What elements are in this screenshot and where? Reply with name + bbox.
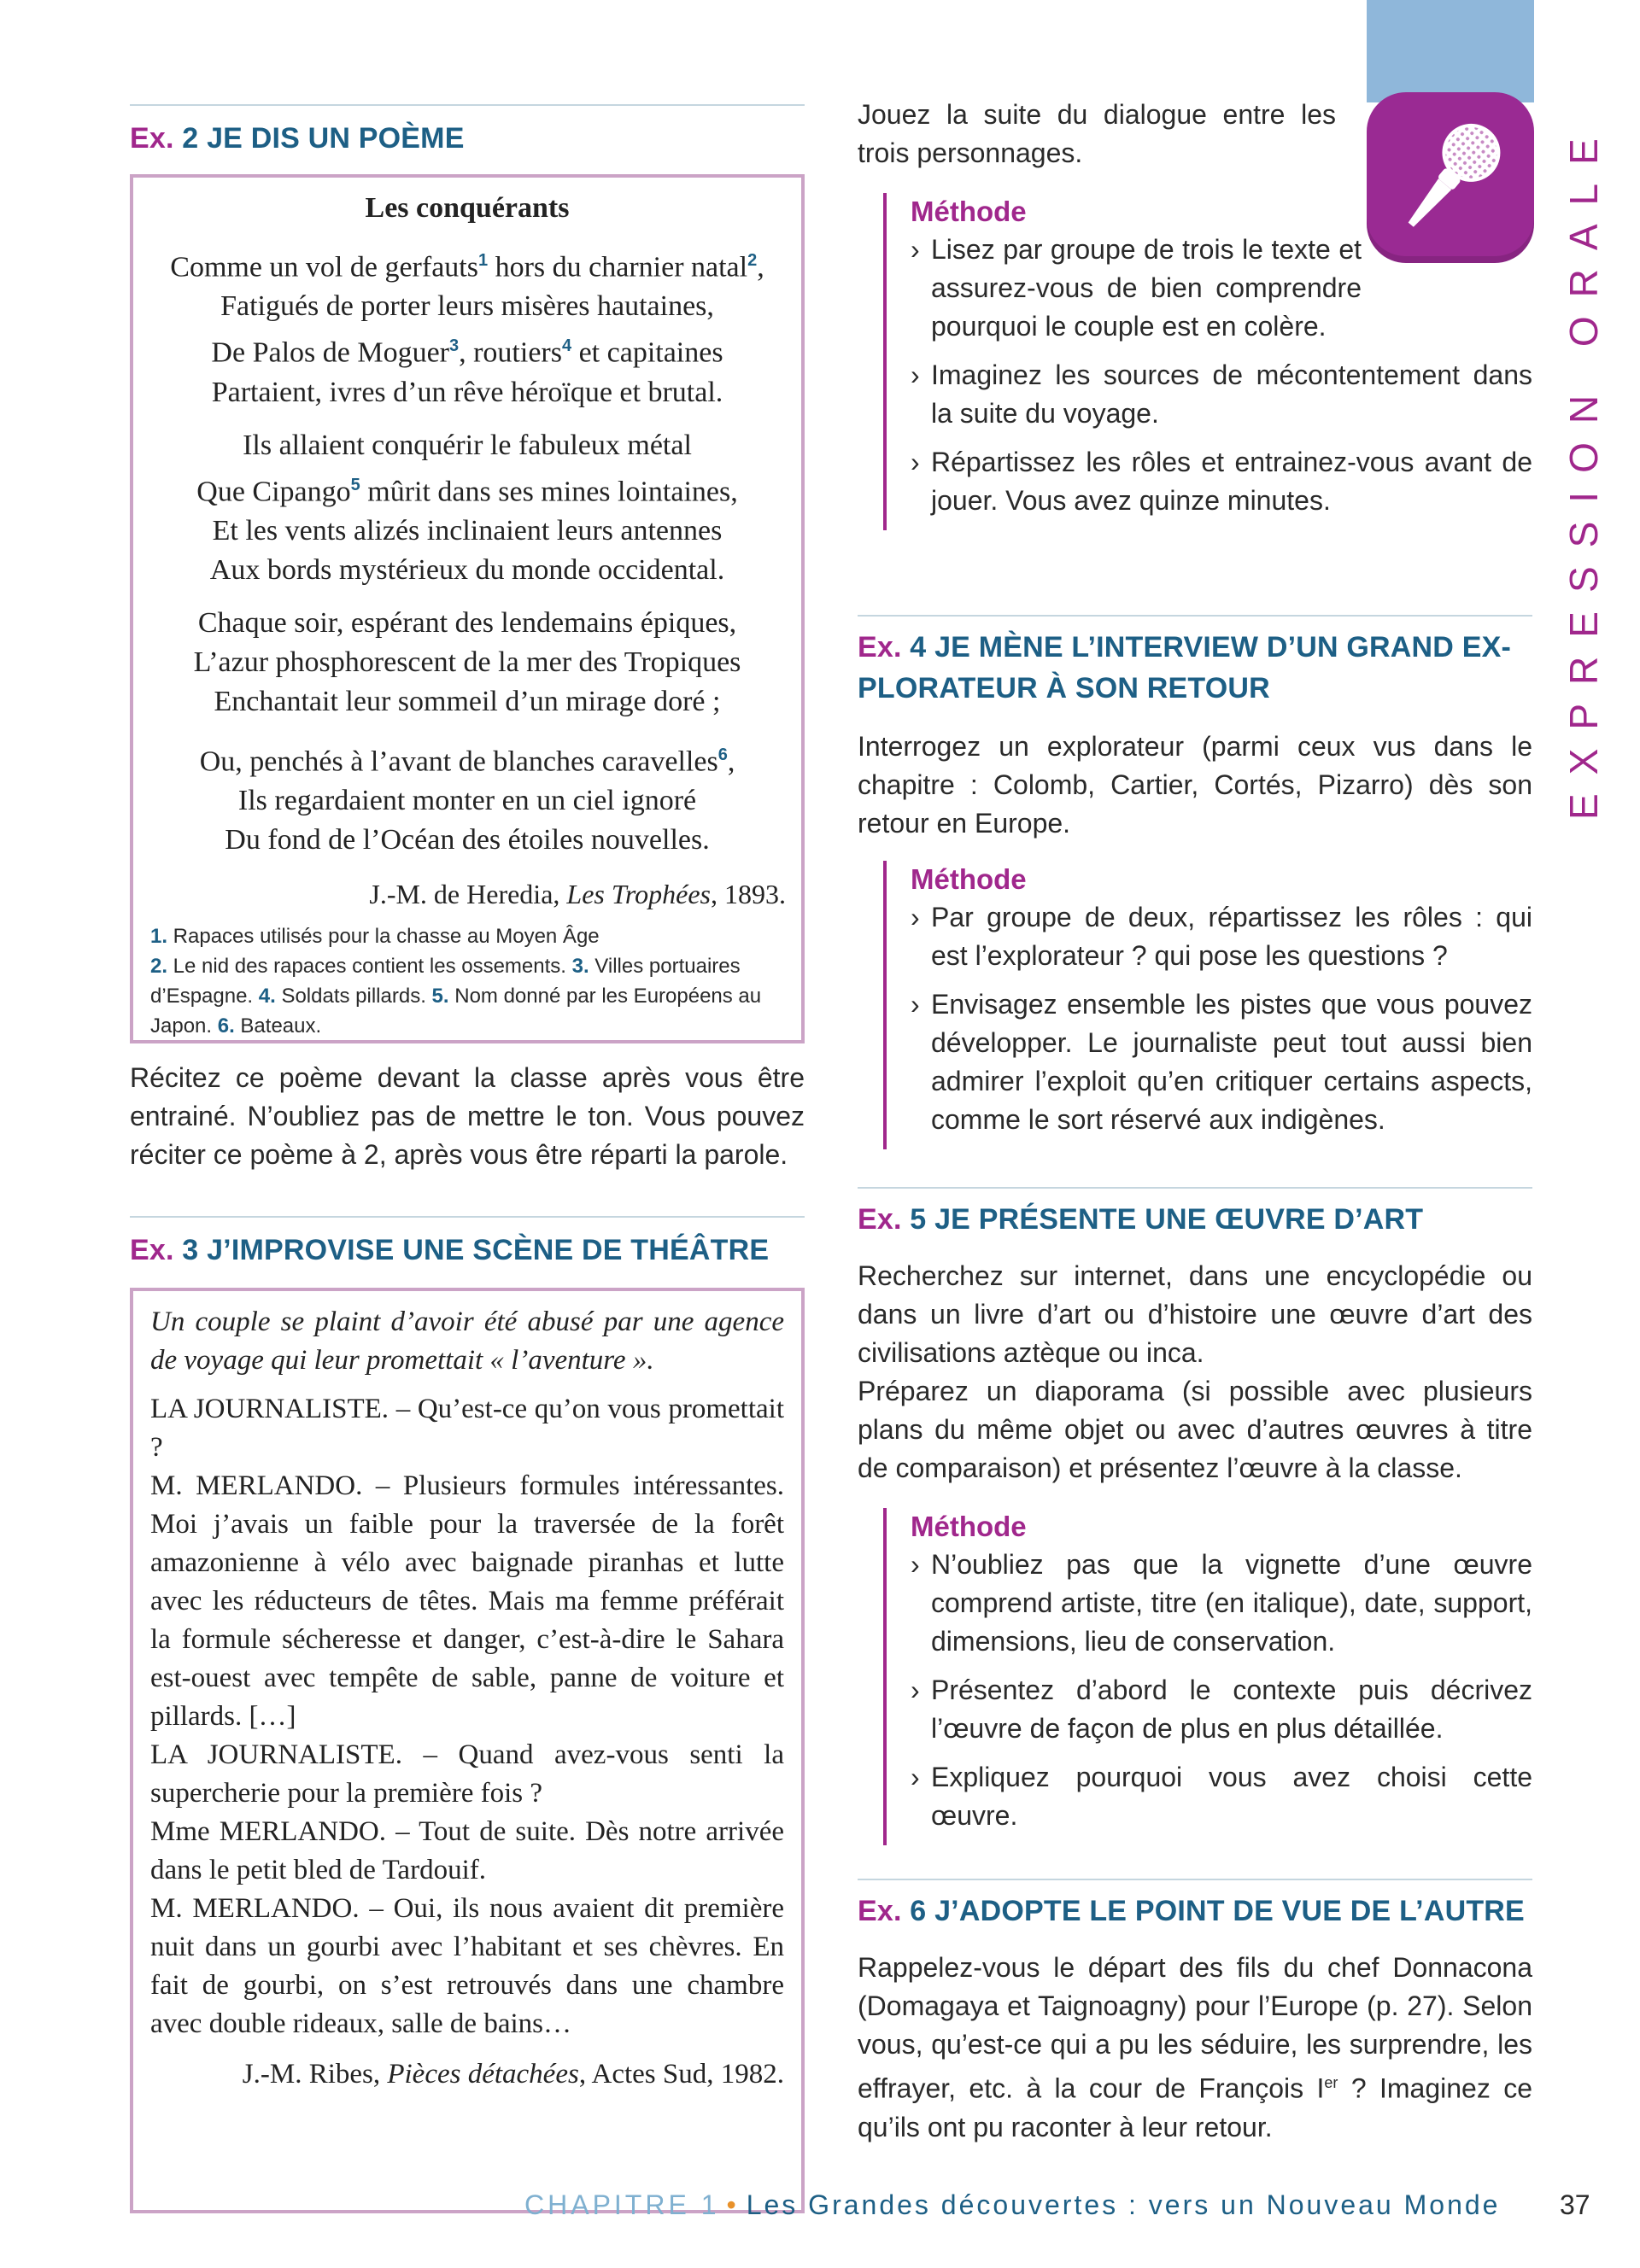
methode-item: › Envisagez ensemble les pistes que vous pouvez développer. Le journaliste peut tout aussi bien admirer l’exploit qu’en critiquer certains aspects, comme le sort réservé aux indigènes.	[911, 985, 1532, 1139]
divider	[130, 1216, 805, 1218]
scene-text	[133, 1291, 801, 2094]
ex-number: 2	[182, 122, 199, 155]
poem-line: Du fond de l’Océan des étoiles nouvelles.	[225, 824, 710, 856]
scene-line: Mme MERLANDO. – Tout de suite. Dès notre arrivée dans le petit bled de Tardouif.	[150, 1816, 784, 1885]
poem-stanza-3	[133, 604, 801, 722]
poem-line: Partaient, ivres d’un rêve héroïque et brutal.	[211, 376, 723, 408]
poem-line: De Palos de Moguer$^3$, routiers$^4$ et capitaines	[211, 336, 723, 369]
ex4-instruction: Interrogez un explorateur (parmi ceux vus dans le chapitre : Colomb, Cartier, Cortés, Pizarro) dès son retour en Europe.	[858, 731, 1532, 839]
arrow-icon: ›	[911, 989, 920, 1020]
scene-line: M. MERLANDO. – Plusieurs formules intéressantes. Moi j’avais un faible pour la traversée de la forêt amazonienne à vélo avec baignade piranhas et lutte avec les réducteurs de têtes. Mais ma femme préférait la formule sécheresse et danger, c’est-à-dire le Sahara est-ouest avec tempête de sable, panne de voiture et pillards. […]	[150, 1470, 784, 1732]
footer-chapter: CHAPITRE 1	[524, 2189, 720, 2220]
ex4-heading	[858, 627, 1511, 709]
microphone-badge	[1367, 92, 1534, 263]
methode-item: › Par groupe de deux, répartissez les rôles : qui est l’explorateur ? qui pose les questions ?	[911, 898, 1532, 975]
arrow-icon: ›	[911, 359, 920, 390]
poem-stanza-2	[133, 426, 801, 590]
methode-item: › Lisez par groupe de trois le texte et assurez-vous de bien comprendre pourquoi le couple est en colère.	[911, 231, 1532, 346]
arrow-icon: ›	[911, 447, 920, 477]
ex6-heading	[858, 1891, 1525, 1932]
poem-line: Comme un vol de gerfauts$^1$ hors du charnier natal$^2$,	[170, 251, 764, 284]
divider	[858, 1879, 1532, 1880]
poem-stanza-1	[133, 241, 801, 412]
methode-item: › Expliquez pourquoi vous avez choisi cette œuvre.	[911, 1758, 1532, 1835]
divider	[858, 615, 1532, 617]
ex-label: Ex.	[858, 631, 902, 663]
sidebar-tab	[1367, 0, 1534, 102]
footer	[524, 2186, 1601, 2224]
footer-title: Les Grandes découvertes : vers un Nouveau Monde	[746, 2189, 1501, 2220]
methode-label: Méthode	[911, 196, 1027, 227]
scene-intro: Un couple se plaint d’avoir été abusé par une agence de voyage qui leur promettait « l’aventure ».	[150, 1306, 784, 1376]
methode-item: › Imaginez les sources de mécontentement dans la suite du voyage.	[911, 356, 1532, 433]
ex5-heading	[858, 1199, 1423, 1240]
poem-line: Enchantait leur sommeil d’un mirage doré ;	[214, 685, 721, 717]
expression-orale-label	[1546, 51, 1623, 837]
divider	[130, 104, 805, 106]
poem-title: Les conquérants	[365, 192, 570, 224]
ex3-instruction: Jouez la suite du dialogue entre les trois personnages.	[858, 99, 1336, 168]
ex-label: Ex.	[858, 1203, 902, 1236]
scene-line: LA JOURNALISTE. – Qu’est-ce qu’on vous promettait ?	[150, 1394, 784, 1463]
arrow-icon: ›	[911, 902, 920, 932]
ex-title-cont: PLORATEUR À SON RETOUR	[858, 672, 1270, 704]
ex-title: JE MÈNE L’INTERVIEW D’UN GRAND EX-	[934, 631, 1511, 663]
ex-number: 5	[910, 1203, 927, 1236]
poem-box	[130, 174, 805, 1043]
poem-stanza-4	[133, 735, 801, 860]
page-number: 37	[1560, 2189, 1590, 2220]
ex-title: JE DIS UN POÈME	[207, 122, 465, 155]
ex3-heading	[130, 1230, 769, 1271]
footer-bullet: •	[726, 2189, 740, 2220]
ex6-text: Rappelez-vous le départ des fils du chef Donnacona (Domagaya et Taignoagny) pour l’Europe (p. 27). Selon vous, qu’est-ce qui a pu les séduire, les surprendre, les effrayer, etc. à la cour de François Ier ? Imaginez ce qu’ils ont pu raconter à leur retour.	[858, 1952, 1533, 2142]
ex5-methode	[883, 1508, 1532, 1845]
methode-item: › Répartissez les rôles et entrainez-vous avant de jouer. Vous avez quinze minutes.	[911, 443, 1532, 520]
methode-item: › Présentez d’abord le contexte puis décrivez l’œuvre de façon de plus en plus détaillée.	[911, 1671, 1532, 1748]
methode-label: Méthode	[911, 863, 1027, 895]
ex2-heading	[130, 118, 465, 159]
ex-number: 6	[910, 1895, 927, 1927]
arrow-icon: ›	[911, 1675, 920, 1705]
poem-line: Fatigués de porter leurs misères hautaines,	[220, 290, 714, 323]
scene-line: M. MERLANDO. – Oui, ils nous avaient dit première nuit dans un gourbi avec l’habitant et ses chèvres. En fait de gourbi, on s’est retrouvés dans une chambre avec double rideaux, salle de bains…	[150, 1893, 784, 2039]
ex-title: JE PRÉSENTE UNE ŒUVRE D’ART	[934, 1203, 1424, 1236]
poem-line: Ou, penchés à l’avant de blanches caravelles$^6$,	[199, 745, 735, 778]
divider	[858, 1187, 1532, 1189]
ex4-methode	[883, 861, 1532, 1149]
ex5-instruction: Recherchez sur internet, dans une encyclopédie ou dans un livre d’art ou d’histoire une œuvre d’art des civilisations aztèque ou inca. Préparez un diaporama (si possible avec plusieurs plans du même objet ou avec d’autres œuvres à titre de comparaison) et présentez l’œuvre à la classe.	[858, 1260, 1532, 1483]
poem-footnotes: 1. Rapaces utilisés pour la chasse au Moyen Âge 2. Le nid des rapaces contient les ossements. 3. Villes portuaires d’Espagne. 4. Soldats pillards. 5. Nom donné par les Européens au Japon. 6. Bateaux.	[150, 925, 762, 1038]
poem-line: Ils allaient conquérir le fabuleux métal	[243, 429, 692, 461]
poem-line: Ils regardaient monter en un ciel ignoré	[237, 785, 697, 817]
scene-box	[130, 1288, 805, 2213]
ex2-instruction: Récitez ce poème devant la classe après vous être entrainé. N’oubliez pas de mettre le ton. Vous pouvez réciter ce poème à 2, après vous être réparti la parole.	[130, 1062, 805, 1170]
poem-source: J.-M. de Heredia, Les Trophées, 1893.	[369, 879, 786, 910]
poem-line: L’azur phosphorescent de la mer des Tropiques	[193, 646, 741, 678]
poem-line: Aux bords mystérieux du monde occidental.	[209, 553, 725, 586]
arrow-icon: ›	[911, 1549, 920, 1580]
methode-label: Méthode	[911, 1511, 1027, 1542]
ex-label: Ex.	[858, 1895, 902, 1927]
ex-number: 3	[182, 1234, 199, 1266]
poem-line: Chaque soir, espérant des lendemains épiques,	[197, 606, 737, 639]
arrow-icon: ›	[911, 1762, 920, 1792]
poem-line: Que Cipango$^5$ mûrit dans ses mines lointaines,	[196, 475, 738, 507]
ex-title: J’IMPROVISE UNE SCÈNE DE THÉÂTRE	[207, 1234, 770, 1266]
ex-label: Ex.	[130, 1234, 174, 1266]
ex-title: J’ADOPTE LE POINT DE VUE DE L’AUTRE	[934, 1895, 1525, 1927]
ex-number: 4	[910, 631, 927, 663]
microphone-icon	[1367, 92, 1534, 263]
scene-line: LA JOURNALISTE. – Quand avez-vous senti la supercherie pour la première fois ?	[150, 1739, 784, 1809]
methode-item: › N’oubliez pas que la vignette d’une œuvre comprend artiste, titre (en italique), date, support, dimensions, lieu de conservation.	[911, 1546, 1532, 1661]
scene-source: J.-M. Ribes, Pièces détachées, Actes Sud, 1982.	[242, 2059, 784, 2090]
arrow-icon: ›	[911, 234, 920, 265]
ex-label: Ex.	[130, 122, 174, 155]
poem-line: Et les vents alizés inclinaient leurs antennes	[212, 514, 723, 547]
side-label-text: EXPRESSION ORALE	[1561, 120, 1606, 820]
